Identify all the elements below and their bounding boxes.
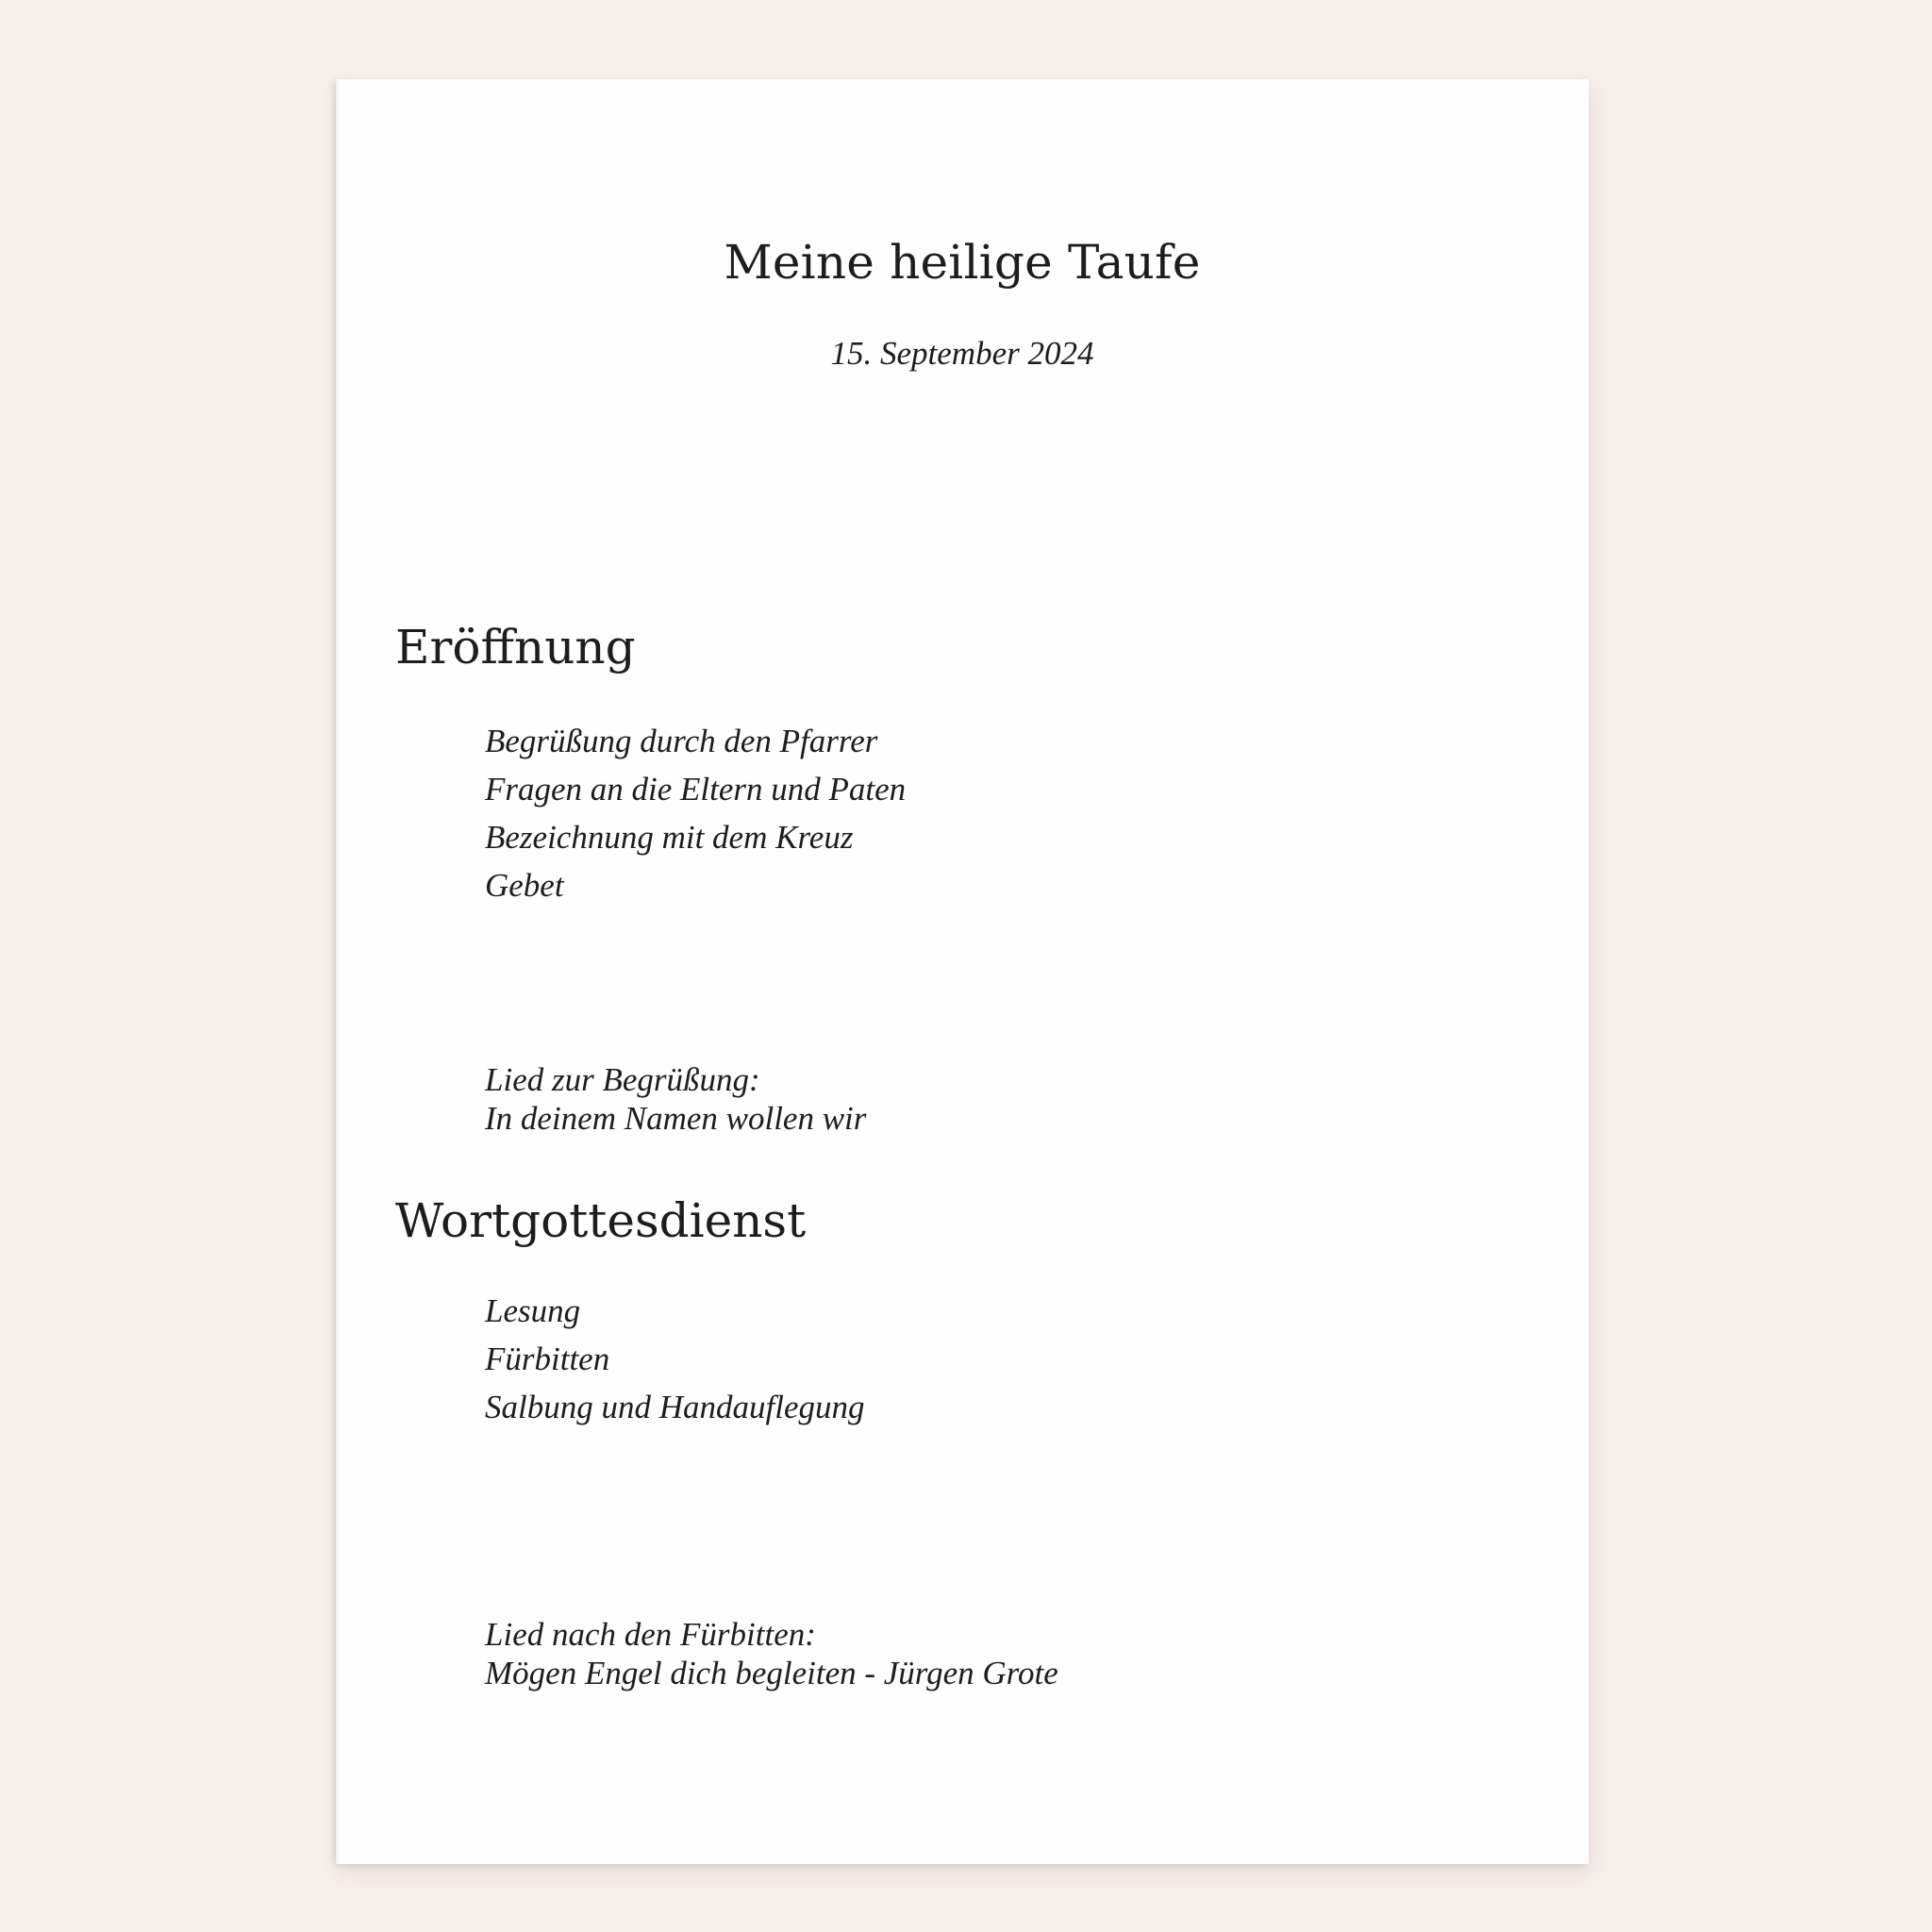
list-item: Fürbitten — [485, 1341, 610, 1377]
section-items-wortgottesdienst — [485, 1287, 864, 1431]
page-title: Meine heilige Taufe — [724, 235, 1201, 290]
list-item: Bezeichnung mit dem Kreuz — [485, 819, 854, 856]
section-items-eroeffnung — [485, 717, 906, 909]
song-label: Lied zur Begrüßung: — [485, 1061, 760, 1098]
list-item: Gebet — [485, 867, 564, 904]
song-title: In deinem Namen wollen wir — [485, 1100, 867, 1137]
song-block-fuerbitten — [485, 1615, 1058, 1692]
section-heading-eroeffnung: Eröffnung — [395, 620, 636, 675]
program-card — [336, 79, 1589, 1864]
song-title: Mögen Engel dich begleiten - Jürgen Grote — [485, 1655, 1058, 1691]
event-date: 15. September 2024 — [830, 335, 1094, 372]
section-heading-wortgottesdienst: Wortgottesdienst — [395, 1193, 807, 1248]
song-label: Lied nach den Fürbitten: — [485, 1616, 816, 1653]
list-item: Begrüßung durch den Pfarrer — [485, 723, 878, 759]
song-block-begruessung — [485, 1060, 866, 1138]
list-item: Fragen an die Eltern und Paten — [485, 771, 907, 808]
list-item: Lesung — [485, 1292, 581, 1329]
list-item: Salbung und Handauflegung — [485, 1389, 865, 1425]
